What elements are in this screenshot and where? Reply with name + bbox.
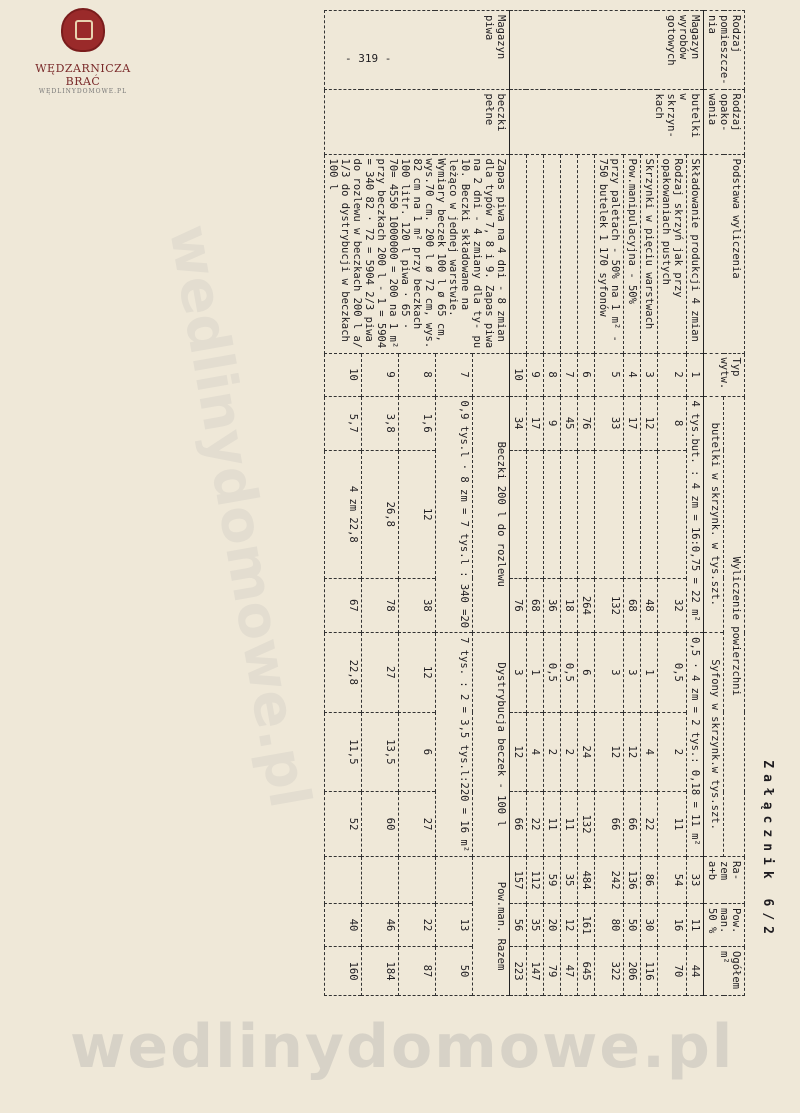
attachment-label: Załącznik 6/2: [760, 760, 775, 940]
basis-line: Składowanie produkcji 4 zmian: [687, 154, 704, 353]
handling-cell: 50: [624, 904, 641, 947]
siphons-area: 22: [641, 792, 658, 857]
basis-kegs: Zapas piwa na 4 dni - 8 zmian dla typów 7, 8 i 9. Zapas piwa na 2 dni - 4 zmiany dla ty- pu 10. Beczki składowane na leżąco w jednej warstwie. Wymiary beczek 100 l ø 65 cm, wys.70 cm. 200 l ø 72 cm, wys. 82 cm na 1 m² przy beczkach 100 litr. 120 l piwa · 65 · 70= 4550 1000000 = 200 na 1 m² przy beczkach 200 l - 1 = 5904 = 340 82 · 72 = 5904 2/3 piwa do rozlewu w beczkach 200 l a/ 1/3 do dystrybucji w beczkach 100 l: [325, 154, 510, 353]
bottles-area: 132: [595, 578, 624, 632]
bottles-area: 36: [544, 578, 561, 632]
handling-cell: 22: [399, 904, 436, 947]
header-bottles: butelki w skrzynk. w tys.szt.: [704, 396, 725, 633]
bottles-area: 32: [658, 578, 687, 632]
total-ab-cell: 136: [624, 857, 641, 904]
bottles-a: 45: [561, 396, 578, 450]
overall-cell: 44: [687, 947, 704, 996]
distr-area: 27: [399, 792, 436, 857]
overall-cell: 147: [527, 947, 544, 996]
siphons-b: 12: [595, 712, 624, 792]
siphons-a: 0,5: [561, 633, 578, 713]
bottles-a: 9: [544, 396, 561, 450]
siphons-area: 11: [544, 792, 561, 857]
siphons-a: 3: [624, 633, 641, 713]
type-cell: 8: [399, 353, 436, 396]
kegs-a: 1,6: [399, 396, 436, 450]
bottles-b: [527, 450, 544, 578]
header-siphons: Syfony w skrzynk.w tys.szt.: [704, 633, 725, 857]
distr-a: 27: [362, 633, 399, 713]
overall-cell: 184: [362, 947, 399, 996]
basis-empty: [544, 154, 561, 353]
handling-cell: 161: [578, 904, 595, 947]
header-basis: Podstawa wyliczenia: [704, 154, 745, 353]
siphons-a: 6: [578, 633, 595, 713]
handling-cell: 12: [561, 904, 578, 947]
overall-cell: 160: [325, 947, 362, 996]
calc-kegs-100: 7 tys. : 2 = 3,5 tys.l:220 = 16 m²: [436, 633, 473, 857]
siphons-a: 1: [641, 633, 658, 713]
siphons-a: 3: [595, 633, 624, 713]
bottles-area: 76: [510, 578, 527, 632]
handling-cell: 11: [687, 904, 704, 947]
calc-siphons: 0,5 · 4 zm = 2 tys.: 0,18 = 11 m²: [687, 633, 704, 857]
type-cell: 3: [641, 353, 658, 396]
distr-a: 12: [399, 633, 436, 713]
siphons-a: 1: [527, 633, 544, 713]
type-cell: 1: [687, 353, 704, 396]
header-handling-total: Pow.man. Razem: [473, 857, 510, 996]
siphons-area: 22: [527, 792, 544, 857]
basis-line: Pow.manipulacyjna - 50%: [624, 154, 641, 353]
kegs-area: 67: [325, 578, 362, 632]
total-ab-cell: 33: [687, 857, 704, 904]
header-type: Typ wytw.: [704, 353, 745, 396]
distr-b: 6: [399, 712, 436, 792]
handling-cell: 20: [544, 904, 561, 947]
siphons-area: 11: [561, 792, 578, 857]
total-ab-cell: [325, 857, 362, 904]
siphons-area: 11: [658, 792, 687, 857]
siphons-b: 2: [544, 712, 561, 792]
handling-cell: 35: [527, 904, 544, 947]
distr-b: 13,5: [362, 712, 399, 792]
bottles-b: [641, 450, 658, 578]
siphons-area: 66: [510, 792, 527, 857]
calc-kegs-200: 0,9 tys.l · 8 zm = 7 tys.l : 340 =20: [436, 396, 473, 633]
calc-bottles: 4 tys.but. : 4 zm = 16:0,75 = 22 m²: [687, 396, 704, 633]
total-ab-cell: 112: [527, 857, 544, 904]
type-cell: 6: [578, 353, 595, 396]
bottles-area: 68: [624, 578, 641, 632]
siphons-b: 4: [641, 712, 658, 792]
distr-a: 22,8: [325, 633, 362, 713]
handling-cell: 30: [641, 904, 658, 947]
handling-cell: 46: [362, 904, 399, 947]
room-beer-store: Magazyn piwa: [325, 11, 510, 90]
overall-cell: 116: [641, 947, 658, 996]
overall-cell: 79: [544, 947, 561, 996]
kegs-a: 5,7: [325, 396, 362, 450]
total-ab-cell: [436, 857, 473, 904]
type-cell: 7: [436, 353, 473, 396]
basis-empty: [527, 154, 544, 353]
distr-b: 11,5: [325, 712, 362, 792]
bottles-b: [578, 450, 595, 578]
handling-cell: 13: [436, 904, 473, 947]
page-number: - 319 -: [345, 52, 392, 65]
siphons-area: 132: [578, 792, 595, 857]
type-cell: 5: [595, 353, 624, 396]
header-handling: Pow. man. 50 %: [704, 904, 745, 947]
packaging-bottles: butelki w skrzyn- kach: [510, 89, 704, 154]
total-ab-cell: 59: [544, 857, 561, 904]
type-cell: 10: [325, 353, 362, 396]
type-cell: 4: [624, 353, 641, 396]
siphons-a: 3: [510, 633, 527, 713]
type-cell: 9: [362, 353, 399, 396]
siphons-b: 2: [658, 712, 687, 792]
type-cell-empty: [473, 353, 510, 396]
overall-cell: 223: [510, 947, 527, 996]
watermark-diagonal: wedlinydomowe.pl: [155, 220, 323, 813]
bottles-a: 17: [624, 396, 641, 450]
siphons-b: 24: [578, 712, 595, 792]
overall-cell: 206: [624, 947, 641, 996]
bottles-a: 34: [510, 396, 527, 450]
header-kegs-200: Beczki 200 l do rozlewu: [473, 396, 510, 633]
overall-cell: 645: [578, 947, 595, 996]
logo-name: WĘDZARNICZA BRAĆ: [35, 62, 131, 88]
bottles-b: [561, 450, 578, 578]
overall-cell: 87: [399, 947, 436, 996]
distr-area: 52: [325, 792, 362, 857]
header-room: Rodzaj pomieszcze- nia: [704, 11, 745, 90]
bottles-a: 33: [595, 396, 624, 450]
total-ab-cell: [399, 857, 436, 904]
type-cell: 8: [544, 353, 561, 396]
bottles-b: [624, 450, 641, 578]
bottles-a: 76: [578, 396, 595, 450]
basis-line: Skrzynki w pięciu warstwach: [641, 154, 658, 353]
total-ab-cell: [362, 857, 399, 904]
watermark-footer: wedlinydomowe.pl: [70, 1012, 735, 1082]
basis-empty: [578, 154, 595, 353]
siphons-b: 4: [527, 712, 544, 792]
handling-cell: 16: [658, 904, 687, 947]
total-ab-cell: 157: [510, 857, 527, 904]
calculation-table: [324, 10, 745, 996]
handling-cell: 80: [595, 904, 624, 947]
siphons-a: 0,5: [658, 633, 687, 713]
kegs-area: 38: [399, 578, 436, 632]
type-cell: 9: [527, 353, 544, 396]
bottles-a: 17: [527, 396, 544, 450]
total-ab-cell: 86: [641, 857, 658, 904]
basis-empty: [561, 154, 578, 353]
total-ab-cell: 484: [578, 857, 595, 904]
kegs-b: 4 zm 22,8: [325, 450, 362, 578]
bottles-area: 48: [641, 578, 658, 632]
header-distribution: Dystrybucja beczek - 100 l: [473, 633, 510, 857]
bottles-a: 12: [641, 396, 658, 450]
siphons-area: 66: [624, 792, 641, 857]
bottles-area: 264: [578, 578, 595, 632]
handling-cell: 40: [325, 904, 362, 947]
bottles-b: [658, 450, 687, 578]
basis-line: przy paletach - 50% na 1 m² - 750 butelek 1 170 syfonów: [595, 154, 624, 353]
header-calculation: Wyliczenie powierzchni: [724, 396, 745, 857]
basis-line: Rodzaj skrzyń jak przy opakowaniach pustych: [658, 154, 687, 353]
overall-cell: 50: [436, 947, 473, 996]
bottles-b: [544, 450, 561, 578]
packaging-kegs: beczki pełne: [325, 89, 510, 154]
siphons-b: 12: [510, 712, 527, 792]
siphons-area: 66: [595, 792, 624, 857]
overall-cell: 47: [561, 947, 578, 996]
header-overall: Ogółem m²: [704, 947, 745, 996]
logo-sub: WĘDLINYDOMOWE.PL: [38, 88, 128, 95]
kegs-a: 3,8: [362, 396, 399, 450]
siphons-a: 0,5: [544, 633, 561, 713]
type-cell: 2: [658, 353, 687, 396]
overall-cell: 70: [658, 947, 687, 996]
bottles-area: 18: [561, 578, 578, 632]
handling-cell: 56: [510, 904, 527, 947]
bottles-b: [510, 450, 527, 578]
kegs-area: 78: [362, 578, 399, 632]
total-ab-cell: 54: [658, 857, 687, 904]
total-ab-cell: 35: [561, 857, 578, 904]
total-ab-cell: 242: [595, 857, 624, 904]
bottles-b: [595, 450, 624, 578]
bottles-a: 8: [658, 396, 687, 450]
type-cell: 7: [561, 353, 578, 396]
overall-cell: 322: [595, 947, 624, 996]
bottles-area: 68: [527, 578, 544, 632]
siphons-b: 2: [561, 712, 578, 792]
kegs-b: 12: [399, 450, 436, 578]
kegs-b: 26,8: [362, 450, 399, 578]
siphons-b: 12: [624, 712, 641, 792]
header-packaging: Rodzaj opako- wania: [704, 89, 745, 154]
distr-area: 60: [362, 792, 399, 857]
room-finished-goods: Magazyn wyrobów gotowych: [510, 11, 704, 90]
type-cell: 10: [510, 353, 527, 396]
basis-empty: [510, 154, 527, 353]
rotated-document: [10, 10, 785, 1100]
header-total-ab: Ra- zem a+b: [704, 857, 745, 904]
